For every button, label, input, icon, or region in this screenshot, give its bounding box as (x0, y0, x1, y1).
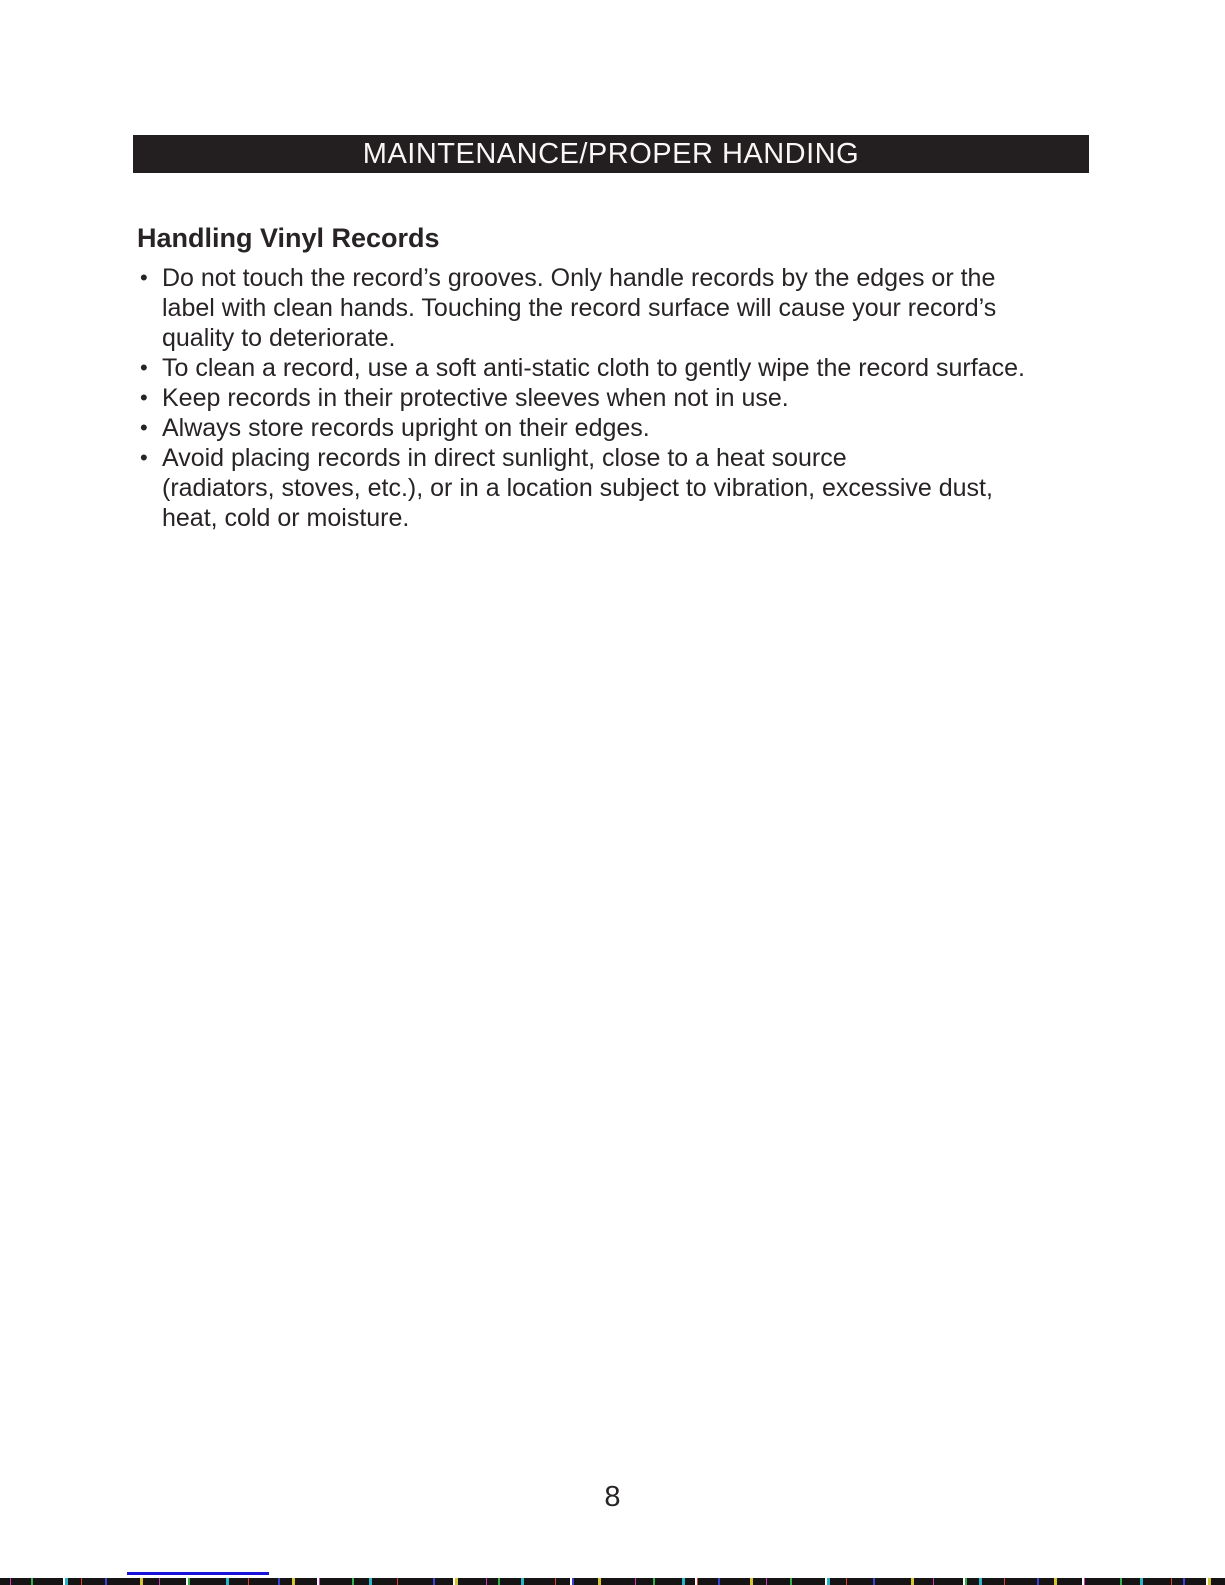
text-line: (radiators, stoves, etc.), or in a location subject to vibration, excessive dust, (162, 474, 993, 502)
bullet-icon: • (140, 445, 148, 470)
scan-noise-segment (435, 1578, 453, 1585)
text-line: Keep records in their protective sleeves when not in use. (162, 384, 789, 412)
scan-noise-segment (107, 1578, 140, 1585)
scan-artifact-bottom-edge (0, 1578, 1225, 1585)
text-line: Do not touch the record’s grooves. Only handle records by the edges or the (162, 264, 996, 292)
scan-noise-segment (354, 1578, 369, 1585)
scan-noise-segment (280, 1578, 292, 1585)
list-item (140, 353, 1025, 383)
text-line: quality to deteriorate. (162, 324, 396, 352)
scan-noise-segment (1039, 1578, 1054, 1585)
scan-noise-segment (33, 1578, 63, 1585)
scan-noise-segment (372, 1578, 397, 1585)
scan-noise-segment (685, 1578, 695, 1585)
bullet-icon: • (140, 415, 148, 440)
scan-noise-segment (1057, 1578, 1082, 1585)
text-line: heat, cold or moisture. (162, 504, 410, 532)
section-header-bar (133, 135, 1089, 173)
scan-noise-segment (698, 1578, 718, 1585)
scan-noise-segment (556, 1578, 570, 1585)
scan-noise-segment (524, 1578, 555, 1585)
scan-noise-segment (1005, 1578, 1037, 1585)
scan-noise-segment (847, 1578, 873, 1585)
bullet-icon: • (140, 265, 148, 290)
list-item (140, 383, 1025, 413)
scan-noise-segment (1185, 1578, 1206, 1585)
scan-noise-segment (0, 1578, 10, 1585)
scan-noise-segment (487, 1578, 498, 1585)
section-header-title: MAINTENANCE/PROPER HANDING (362, 137, 860, 170)
scan-noise-segment (636, 1578, 653, 1585)
scan-noise-segment (249, 1578, 278, 1585)
scan-noise-segment (1211, 1578, 1225, 1585)
text-line: label with clean hands. Touching the record surface will cause your record’s (162, 294, 997, 322)
list-item (140, 263, 1025, 353)
scan-noise-segment (1172, 1578, 1183, 1585)
bullet-list (140, 263, 1025, 533)
scan-noise-segment (1143, 1578, 1171, 1585)
scan-noise-segment (720, 1578, 750, 1585)
scan-noise-segment (143, 1578, 159, 1585)
scan-noise-segment (320, 1578, 352, 1585)
scan-noise-segment (295, 1578, 317, 1585)
scan-noise-segment (11, 1578, 31, 1585)
scan-noise-segment (398, 1578, 433, 1585)
scan-noise-segment (500, 1578, 521, 1585)
scan-noise-segment (875, 1578, 911, 1585)
text-line: To clean a record, use a soft anti-static cloth to gently wipe the record surface. (162, 354, 1025, 382)
scan-noise-segment (830, 1578, 846, 1585)
scan-noise-segment (574, 1578, 598, 1585)
scan-noise-segment (68, 1578, 81, 1585)
scan-noise-segment (792, 1578, 825, 1585)
scan-noise-segment (190, 1578, 226, 1585)
scan-noise-segment (655, 1578, 682, 1585)
scan-noise-segment (767, 1578, 790, 1585)
scan-noise-segment (1085, 1578, 1120, 1585)
subsection-heading: Handling Vinyl Records (137, 223, 440, 253)
text-line: Avoid placing records in direct sunlight, close to a heat source (162, 444, 847, 472)
scan-noise-segment (229, 1578, 248, 1585)
page-number: 8 (604, 1481, 621, 1513)
scan-noise-segment (914, 1578, 933, 1585)
scan-noise-segment (601, 1578, 635, 1585)
scan-noise-segment (82, 1578, 105, 1585)
list-item (140, 413, 1025, 443)
list-item (140, 443, 1025, 533)
bullet-icon: • (140, 355, 148, 380)
scan-noise-segment (753, 1578, 766, 1585)
scan-noise-segment (1122, 1578, 1140, 1585)
scan-noise-segment (160, 1578, 186, 1585)
scan-noise-segment (967, 1578, 979, 1585)
bullet-icon: • (140, 385, 148, 410)
scan-noise-segment (982, 1578, 1004, 1585)
scan-noise-segment (934, 1578, 963, 1585)
scan-noise-segment (458, 1578, 486, 1585)
text-line: Always store records upright on their edges. (162, 414, 650, 442)
scan-artifact-blue-line (127, 1572, 269, 1575)
